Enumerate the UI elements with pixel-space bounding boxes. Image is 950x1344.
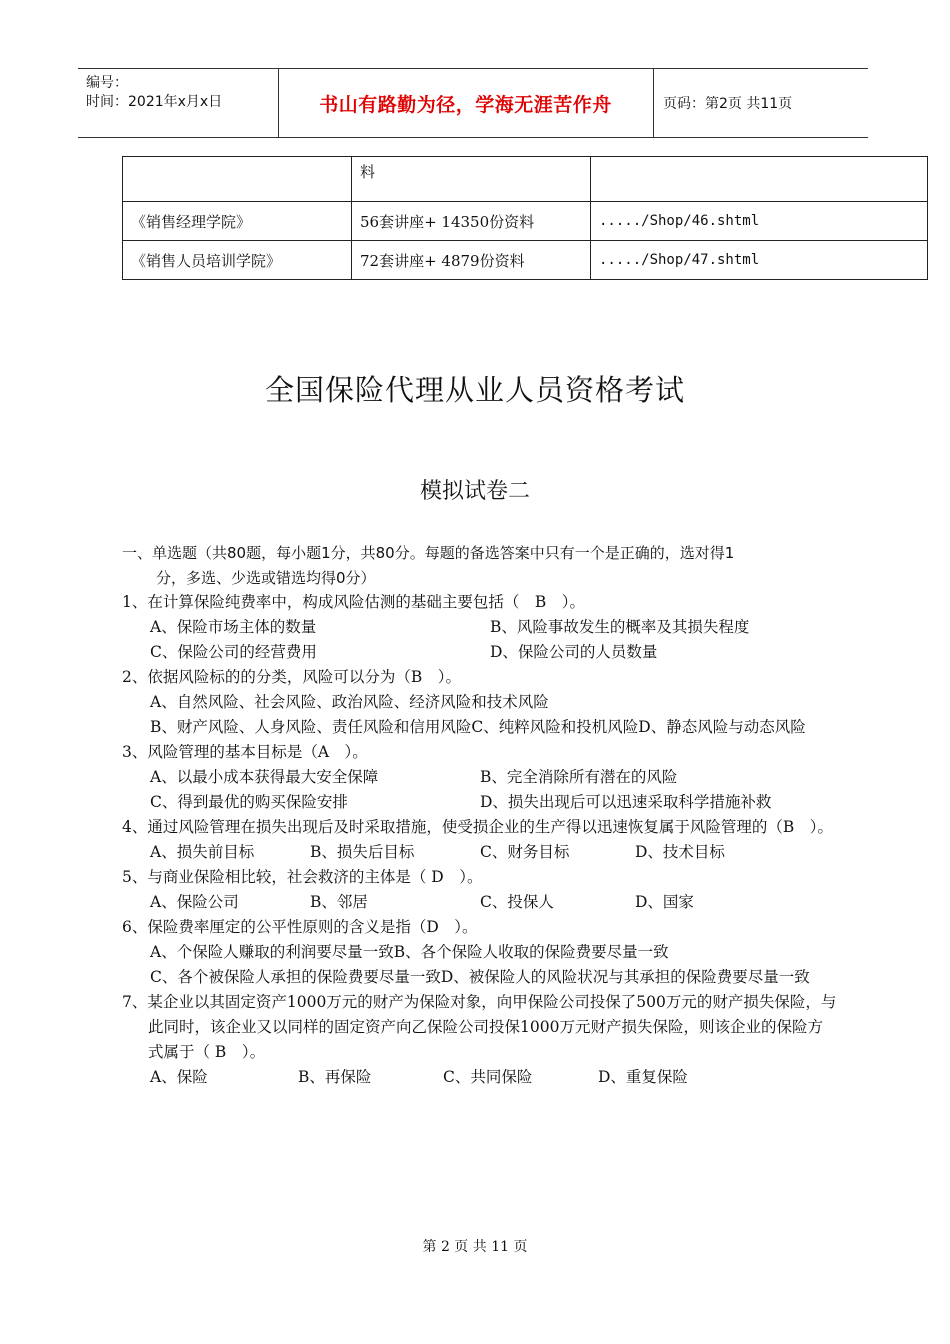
question-item xyxy=(122,665,837,740)
option: A、个保险人赚取的利润要尽量一致 xyxy=(150,943,394,961)
question-item xyxy=(122,740,837,815)
table-cell: 《销售人员培训学院》 xyxy=(123,241,352,280)
option: C、纯粹风险和投机风险 xyxy=(471,718,639,736)
page-header xyxy=(78,68,868,138)
code-label: 编号： xyxy=(86,75,128,91)
option: B、邻居 xyxy=(310,893,368,911)
question-item xyxy=(122,590,837,665)
option: C、投保人 xyxy=(480,893,554,911)
question-stem: 2、依据风险标的的分类，风险可以分为（B ）。 xyxy=(122,668,462,686)
table-cell: 72套讲座+ 4879份资料 xyxy=(352,241,591,280)
motto: 书山有路勤为径，学海无涯苦作舟 xyxy=(319,93,612,116)
section-heading-line: 分，多选、少选或错选均得0分） xyxy=(156,569,376,587)
table-cell: 料 xyxy=(352,157,591,202)
option: D、静态风险与动态风险 xyxy=(638,718,806,736)
option: A、保险市场主体的数量 xyxy=(150,618,317,636)
option: B、损失后目标 xyxy=(310,843,415,861)
page-footer: 第 2 页 共 11 页 xyxy=(422,1239,528,1255)
table-cell: ...../Shop/47.shtml xyxy=(591,241,928,280)
option-group xyxy=(122,690,837,740)
header-meta xyxy=(86,74,222,112)
question-item xyxy=(122,815,837,865)
date-line: 时间：2021年x月x日 xyxy=(86,94,223,110)
question-stem: 7、某企业以其固定资产1000万元的财产为保险对象，向甲保险公司投保了500万元的财产损失保险，与此同时，该企业又以同样的固定资产向乙保险公司投保1000万元财产损失保险，则该企业的保险方式属于（ B ）。 xyxy=(122,993,837,1061)
question-stem: 6、保险费率厘定的公平性原则的含义是指（D ）。 xyxy=(122,918,478,936)
document-subtitle: 模拟试卷二 xyxy=(419,479,530,504)
option: D、重复保险 xyxy=(598,1068,688,1086)
table-cell: 《销售经理学院》 xyxy=(123,202,352,241)
table-row xyxy=(123,157,928,202)
option: B、财产风险、人身风险、责任风险和信用风险 xyxy=(150,718,472,736)
option-group xyxy=(122,1065,837,1090)
option: B、再保险 xyxy=(298,1068,372,1086)
table-cell xyxy=(123,157,352,202)
option: D、损失出现后可以迅速采取科学措施补救 xyxy=(480,793,772,811)
question-stem: 1、在计算保险纯费率中，构成风险估测的基础主要包括（ B ）。 xyxy=(122,593,586,611)
option: A、以最小成本获得最大安全保障 xyxy=(150,768,379,786)
option: C、财务目标 xyxy=(480,843,570,861)
option: D、国家 xyxy=(635,893,694,911)
page-info: 页码：第2页 共11页 xyxy=(663,96,793,112)
table-cell: ...../Shop/46.shtml xyxy=(591,202,928,241)
option: A、自然风险、社会风险、政治风险、经济风险和技术风险 xyxy=(150,693,549,711)
option-group xyxy=(122,615,837,665)
question-stem: 5、与商业保险相比较，社会救济的主体是（ D ）。 xyxy=(122,868,483,886)
option: D、保险公司的人员数量 xyxy=(490,643,658,661)
option-group xyxy=(122,940,837,990)
document-title: 全国保险代理从业人员资格考试 xyxy=(264,373,685,407)
question-stem: 4、通过风险管理在损失出现后及时采取措施，使受损企业的生产得以迅速恢复属于风险管理的（B ）。 xyxy=(122,818,834,836)
option: D、被保险人的风险状况与其承担的保险费要尽量一致 xyxy=(440,968,810,986)
option: B、风险事故发生的概率及其损失程度 xyxy=(490,618,750,636)
header-divider xyxy=(653,69,654,137)
question-stem: 3、风险管理的基本目标是（A ）。 xyxy=(122,743,368,761)
section-heading xyxy=(122,541,837,591)
option: D、技术目标 xyxy=(635,843,725,861)
option: A、损失前目标 xyxy=(150,843,255,861)
question-item xyxy=(122,915,837,990)
option: A、保险 xyxy=(150,1068,208,1086)
option-group xyxy=(122,840,837,865)
section-heading-line: 一、单选题（共80题，每小题1分，共80分。每题的备选答案中只有一个是正确的，选对得1 xyxy=(122,544,735,562)
option: B、完全消除所有潜在的风险 xyxy=(480,768,678,786)
option: B、各个保险人收取的保险费要尽量一致 xyxy=(393,943,669,961)
option: C、得到最优的购买保险安排 xyxy=(150,793,348,811)
table-cell: 56套讲座+ 14350份资料 xyxy=(352,202,591,241)
option: C、各个被保险人承担的保险费要尽量一致 xyxy=(150,968,441,986)
table-row xyxy=(123,202,928,241)
resource-table xyxy=(122,156,928,280)
option: A、保险公司 xyxy=(150,893,239,911)
question-list xyxy=(122,590,837,1090)
table-row xyxy=(123,241,928,280)
option-group xyxy=(122,765,837,815)
option-group xyxy=(122,890,837,915)
option: C、保险公司的经营费用 xyxy=(150,643,317,661)
question-item xyxy=(122,990,837,1090)
option: C、共同保险 xyxy=(443,1068,533,1086)
table-cell xyxy=(591,157,928,202)
question-item xyxy=(122,865,837,915)
